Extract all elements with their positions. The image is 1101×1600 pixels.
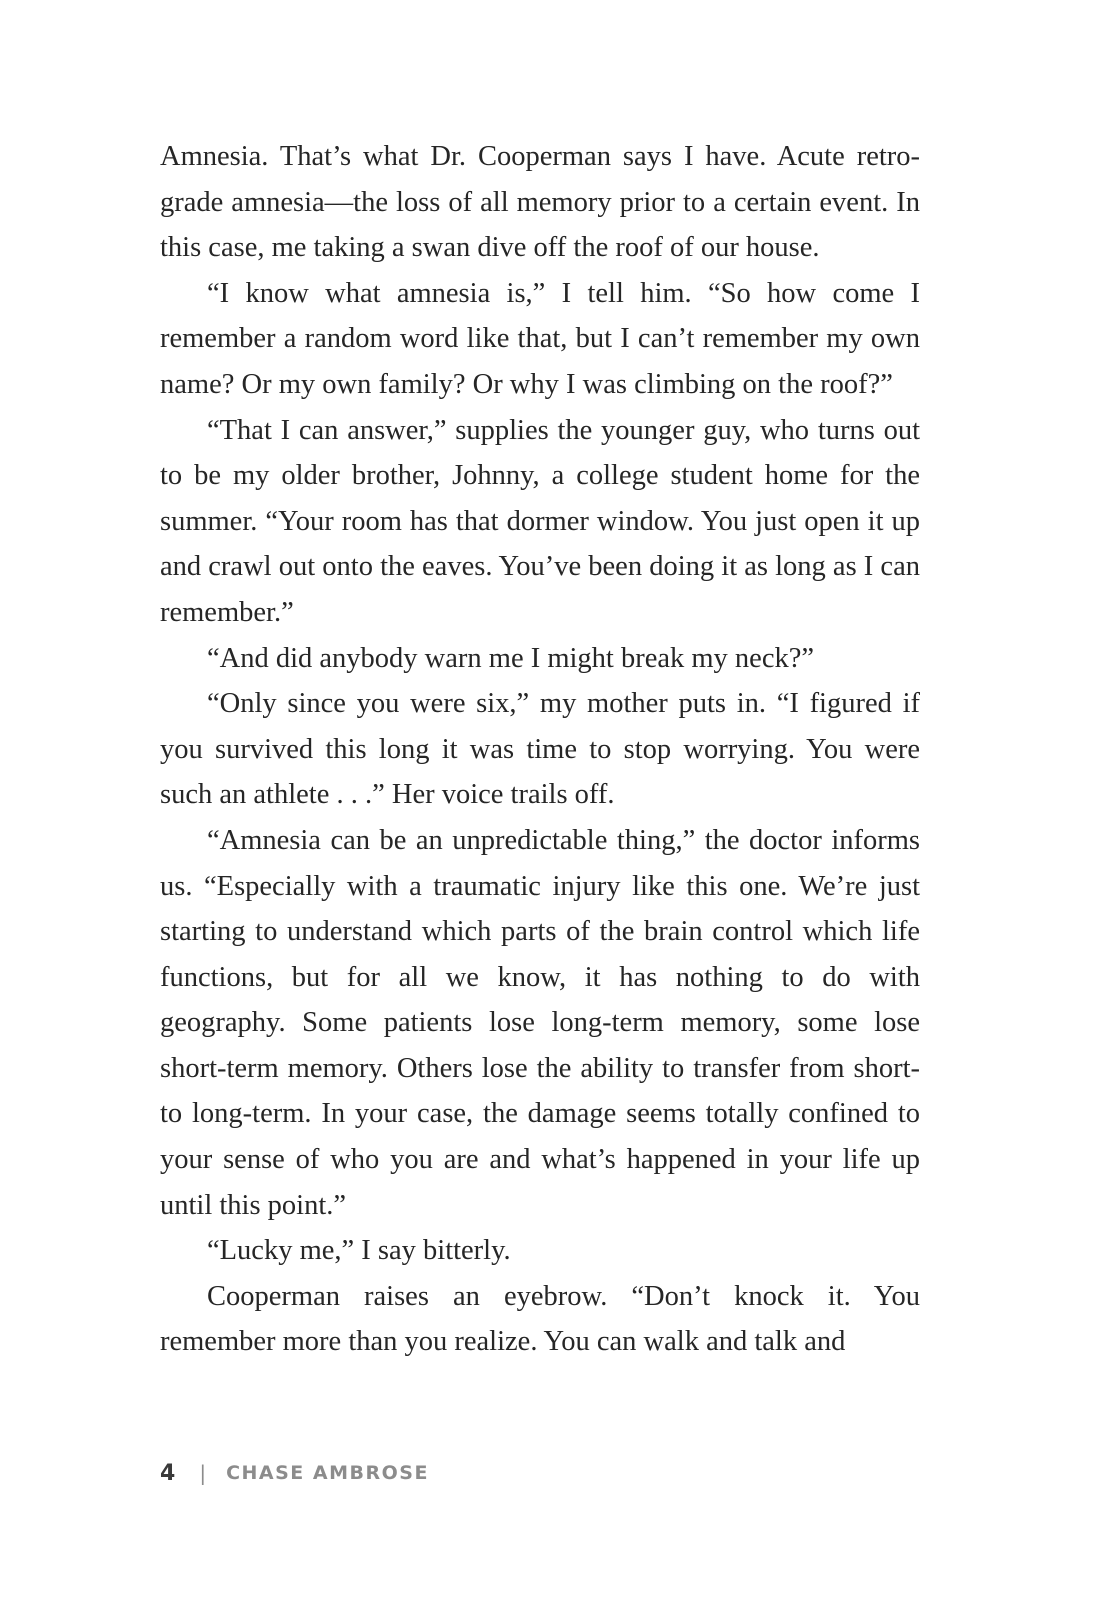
body-text xyxy=(160,134,920,1365)
paragraph-6: “Amnesia can be an unpredictable thing,” the doctor informs us. “Especially with a traumatic injury like this one. We’re just starting to understand which parts of the brain control which life functions, but for all we know, it has nothing to do with geography. Some patients lose long-term memory, some lose short-term memory. Others lose the ability to transfer from short- to long-term. In your case, the damage seems totally confined to your sense of who you are and what’s happened in your life up until this point.” xyxy=(160,824,920,1221)
page-number: 4 xyxy=(160,1460,176,1486)
paragraph-7: “Lucky me,” I say bitterly. xyxy=(207,1235,511,1267)
paragraph-1: Amnesia. That’s what Dr. Cooperman says I have. Acute retrograde amnesia—the loss of all memory prior to a certain event. In this case, me taking a swan dive off the roof of our house. xyxy=(160,141,920,264)
paragraph-4: “And did anybody warn me I might break my neck?” xyxy=(207,642,815,674)
paragraph-5: “Only since you were six,” my mother puts in. “I figured if you survived this long it was time to stop worrying. You were such an athlete . . .” Her voice trails off. xyxy=(160,688,920,811)
footer-separator: | xyxy=(199,1461,207,1485)
page-footer xyxy=(160,1458,429,1488)
paragraph-3: “That I can answer,” supplies the younger guy, who turns out to be my older brother, Johnny, a college student home for the summer. “Your room has that dormer window. You just open it up and crawl out onto the eaves. You’ve been doing it as long as I can remember.” xyxy=(160,414,920,628)
running-head: CHASE AMBROSE xyxy=(226,1462,429,1484)
paragraph-8: Cooperman raises an eyebrow. “Don’t knock it. You remember more than you realize. You can walk and talk and xyxy=(160,1280,920,1358)
paragraph-2: “I know what amnesia is,” I tell him. “So how come I remember a random word like that, but I can’t remember my own name? Or my own family? Or why I was climbing on the roof?” xyxy=(160,277,920,400)
